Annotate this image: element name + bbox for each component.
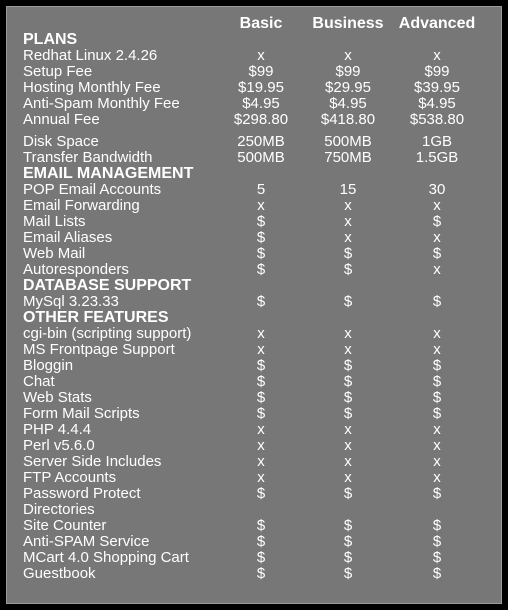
advanced-value: $: [432, 358, 442, 374]
table-row: [23, 470, 483, 486]
basic-value: $99: [248, 64, 274, 80]
business-value: x: [344, 470, 352, 486]
advanced-value: $: [432, 390, 442, 406]
feature-label: cgi-bin (scripting support): [23, 326, 192, 342]
business-value: $: [343, 358, 353, 374]
business-value: x: [344, 230, 352, 246]
basic-value: $: [256, 518, 266, 534]
basic-value: x: [257, 48, 265, 64]
advanced-value: 30: [428, 182, 446, 198]
advanced-value: x: [433, 438, 441, 454]
table-row: [23, 566, 483, 582]
table-row: [23, 550, 483, 566]
advanced-value: x: [433, 262, 441, 278]
feature-label: Email Aliases: [23, 230, 113, 246]
table-row: [23, 230, 483, 246]
table-row: [23, 342, 483, 358]
feature-label: Autoresponders: [23, 262, 129, 278]
business-value: 750MB: [324, 150, 372, 166]
table-row: [23, 326, 483, 342]
feature-label: Web Stats: [23, 390, 92, 406]
feature-label: Hosting Monthly Fee: [23, 80, 161, 96]
basic-value: x: [257, 198, 265, 214]
advanced-value: $: [432, 374, 442, 390]
basic-value: x: [257, 422, 265, 438]
feature-label: Anti-Spam Monthly Fee: [23, 96, 180, 112]
basic-value: x: [257, 438, 265, 454]
feature-label: PHP 4.4.4: [23, 422, 92, 438]
table-row: [23, 262, 483, 278]
advanced-value: $: [432, 534, 442, 550]
basic-value: 250MB: [237, 134, 285, 150]
table-row: [23, 502, 483, 518]
business-value: $: [343, 550, 353, 566]
table-row: [23, 134, 483, 150]
basic-value: $4.95: [242, 96, 280, 112]
business-value: $: [343, 246, 353, 262]
table-row: [23, 48, 483, 64]
advanced-value: $: [432, 406, 442, 422]
basic-value: $: [256, 262, 266, 278]
advanced-value: $: [432, 550, 442, 566]
business-value: x: [344, 422, 352, 438]
business-value: $: [343, 294, 353, 310]
business-value: $: [343, 486, 353, 502]
basic-value: 5: [256, 182, 266, 198]
business-value: x: [344, 438, 352, 454]
feature-label: Perl v5.6.0: [23, 438, 95, 454]
pricing-panel: [6, 6, 502, 604]
feature-label: Redhat Linux 2.4.26: [23, 48, 158, 64]
table-row: [23, 374, 483, 390]
table-row: [23, 390, 483, 406]
table-row: [23, 246, 483, 262]
feature-label: MySql 3.23.33: [23, 294, 119, 310]
business-value: x: [344, 48, 352, 64]
feature-label: MCart 4.0 Shopping Cart: [23, 550, 189, 566]
business-value: $: [343, 518, 353, 534]
column-header-basic: Basic: [239, 15, 283, 32]
feature-label: Server Side Includes: [23, 454, 162, 470]
advanced-value: x: [433, 230, 441, 246]
business-value: 15: [339, 182, 357, 198]
table-row: [23, 358, 483, 374]
advanced-value: x: [433, 48, 441, 64]
table-header-row: [23, 15, 483, 32]
advanced-value: $: [432, 486, 442, 502]
column-header-advanced: Advanced: [398, 15, 476, 32]
business-value: $: [343, 534, 353, 550]
basic-value: $19.95: [238, 80, 284, 96]
feature-label: FTP Accounts: [23, 470, 117, 486]
advanced-value: $4.95: [418, 96, 456, 112]
table-body: [23, 32, 483, 582]
business-value: x: [344, 198, 352, 214]
basic-value: $: [256, 358, 266, 374]
header-spacer: [23, 15, 217, 32]
section-heading: OTHER FEATURES: [23, 310, 169, 326]
feature-label: Web Mail: [23, 246, 86, 262]
table-row: [23, 486, 483, 502]
table-row: [23, 112, 483, 128]
basic-value: $: [256, 246, 266, 262]
business-value: $: [343, 390, 353, 406]
basic-value: $: [256, 486, 266, 502]
business-value: $: [343, 566, 353, 582]
table-row: [23, 214, 483, 230]
feature-label: Setup Fee: [23, 64, 93, 80]
table-row: [23, 96, 483, 112]
advanced-value: $: [432, 566, 442, 582]
advanced-value: $39.95: [414, 80, 460, 96]
feature-label: Transfer Bandwidth: [23, 150, 153, 166]
table-row: [23, 534, 483, 550]
basic-value: [217, 502, 305, 518]
advanced-value: x: [433, 454, 441, 470]
advanced-value: $: [432, 246, 442, 262]
feature-label: Anti-SPAM Service: [23, 534, 150, 550]
table-row: [23, 182, 483, 198]
section-row: [23, 278, 483, 294]
section-row: [23, 166, 483, 182]
basic-value: $: [256, 294, 266, 310]
feature-label: Annual Fee: [23, 112, 100, 128]
advanced-value: $: [432, 294, 442, 310]
feature-label: Form Mail Scripts: [23, 406, 140, 422]
basic-value: x: [257, 454, 265, 470]
basic-value: $: [256, 550, 266, 566]
business-value: x: [344, 342, 352, 358]
basic-value: x: [257, 470, 265, 486]
basic-value: $: [256, 214, 266, 230]
business-value: $418.80: [320, 112, 376, 128]
feature-label: Disk Space: [23, 134, 99, 150]
section-heading: EMAIL MANAGEMENT: [23, 166, 194, 182]
feature-label: Guestbook: [23, 566, 96, 582]
section-row: [23, 310, 483, 326]
feature-label: Site Counter: [23, 518, 107, 534]
basic-value: x: [257, 326, 265, 342]
table-row: [23, 80, 483, 96]
feature-label: Chat: [23, 374, 55, 390]
table-row: [23, 406, 483, 422]
feature-label: Email Forwarding: [23, 198, 140, 214]
table-row: [23, 294, 483, 310]
advanced-value: $: [432, 214, 442, 230]
table-row: [23, 438, 483, 454]
basic-value: $: [256, 406, 266, 422]
business-value: x: [344, 214, 352, 230]
basic-value: $: [256, 534, 266, 550]
feature-label: Password Protect: [23, 486, 141, 502]
business-value: x: [344, 454, 352, 470]
feature-label: Directories: [23, 502, 95, 518]
basic-value: x: [257, 342, 265, 358]
business-value: $4.95: [329, 96, 367, 112]
basic-value: 500MB: [237, 150, 285, 166]
business-value: $29.95: [325, 80, 371, 96]
advanced-value: x: [433, 198, 441, 214]
advanced-value: 1.5GB: [415, 150, 459, 166]
column-header-business: Business: [312, 15, 384, 32]
advanced-value: x: [433, 470, 441, 486]
section-row: [23, 32, 483, 48]
table-row: [23, 198, 483, 214]
advanced-value: $99: [424, 64, 450, 80]
basic-value: $: [256, 230, 266, 246]
feature-label: POP Email Accounts: [23, 182, 162, 198]
section-heading-plans: PLANS: [23, 32, 78, 48]
advanced-value: x: [433, 342, 441, 358]
business-value: $: [343, 262, 353, 278]
table-row: [23, 150, 483, 166]
feature-label: Mail Lists: [23, 214, 86, 230]
basic-value: $: [256, 374, 266, 390]
table-row: [23, 454, 483, 470]
business-value: x: [344, 326, 352, 342]
business-value: $: [343, 374, 353, 390]
business-value: $99: [335, 64, 361, 80]
advanced-value: x: [433, 326, 441, 342]
advanced-value: $: [432, 518, 442, 534]
advanced-value: $538.80: [409, 112, 465, 128]
basic-value: $: [256, 566, 266, 582]
advanced-value: [391, 502, 483, 518]
table-row: [23, 64, 483, 80]
basic-value: $298.80: [233, 112, 289, 128]
plans-comparison-table: [23, 15, 483, 582]
feature-label: Bloggin: [23, 358, 74, 374]
business-value: $: [343, 406, 353, 422]
feature-label: MS Frontpage Support: [23, 342, 175, 358]
advanced-value: 1GB: [421, 134, 452, 150]
business-value: 500MB: [324, 134, 372, 150]
table-row: [23, 422, 483, 438]
section-heading: DATABASE SUPPORT: [23, 278, 192, 294]
business-value: [305, 502, 391, 518]
advanced-value: x: [433, 422, 441, 438]
basic-value: $: [256, 390, 266, 406]
table-row: [23, 518, 483, 534]
